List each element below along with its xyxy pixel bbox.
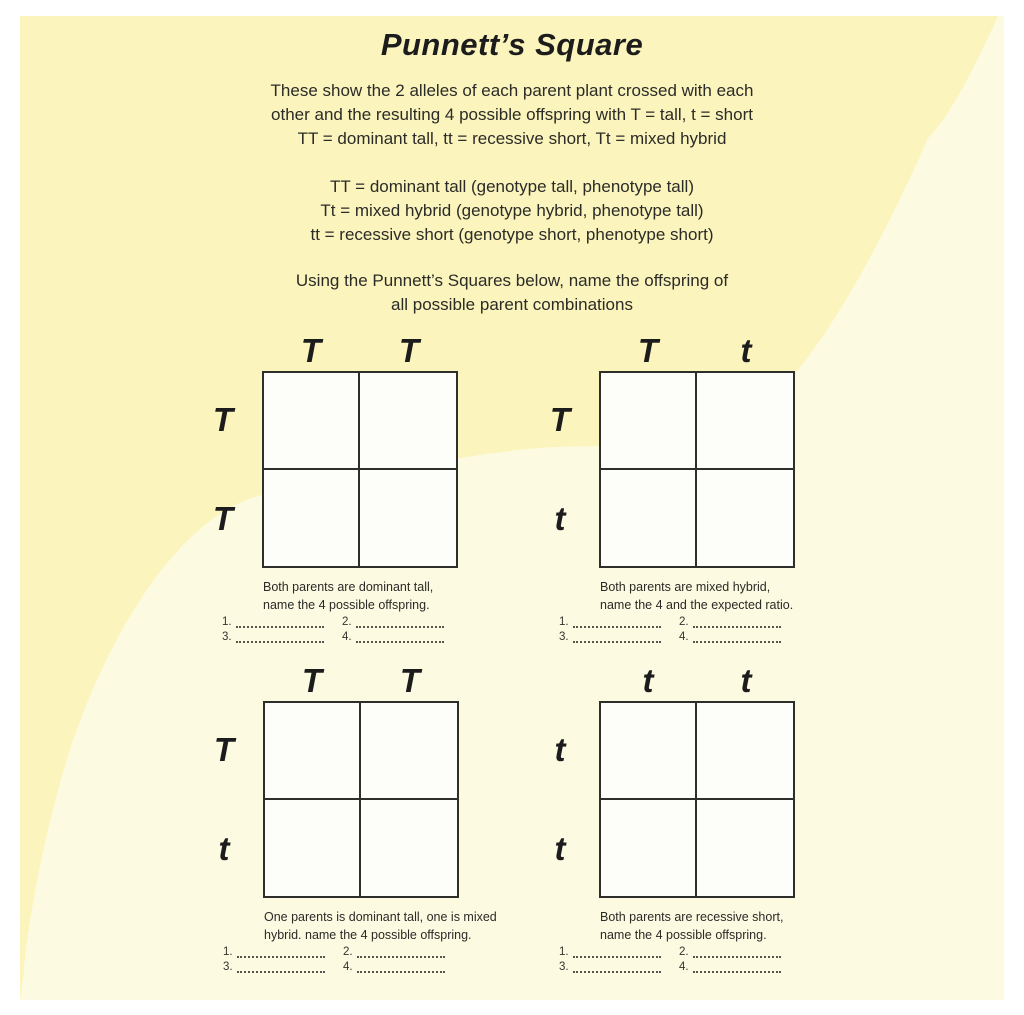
intro-line: TT = dominant tall, tt = recessive short, Tt = mixed hybrid <box>297 129 727 148</box>
answer-blank-number: 1. <box>559 946 569 958</box>
column-allele-labels <box>262 325 458 367</box>
answer-blank-line[interactable] <box>573 634 661 643</box>
answer-blank <box>559 615 679 628</box>
square-caption: Both parents are recessive short, name the 4 possible offspring. <box>600 910 784 942</box>
answer-blank <box>559 945 679 958</box>
square-caption: Both parents are dominant tall, name the 4 possible offspring. <box>263 580 434 612</box>
answer-blank-line[interactable] <box>693 634 781 643</box>
answer-blank <box>222 615 342 628</box>
punnett-cell[interactable] <box>697 373 793 470</box>
answer-blank-number: 2. <box>679 946 689 958</box>
answer-blank-number: 1. <box>559 616 569 628</box>
background-wave-shape <box>20 16 1004 1000</box>
column-allele-label: t <box>740 662 752 699</box>
answer-blank <box>222 630 342 643</box>
answer-blank <box>343 960 463 973</box>
answer-blank-number: 3. <box>559 961 569 973</box>
row-allele-labels <box>201 701 247 898</box>
intro-line: These show the 2 alleles of each parent plant crossed with each <box>270 81 754 100</box>
punnett-cell[interactable] <box>697 800 793 897</box>
column-allele-label: T <box>301 662 323 699</box>
punnett-grid <box>599 701 795 898</box>
answer-blank-line[interactable] <box>356 634 444 643</box>
column-allele-label: T <box>637 332 659 369</box>
answer-blank-number: 1. <box>222 616 232 628</box>
punnett-cell[interactable] <box>697 470 793 567</box>
row-allele-labels <box>537 371 583 568</box>
answer-blank-number: 1. <box>223 946 233 958</box>
answer-blank <box>223 960 343 973</box>
answer-blank-line[interactable] <box>573 619 661 628</box>
answer-blank-line[interactable] <box>357 949 445 958</box>
answer-blank-number: 3. <box>223 961 233 973</box>
row-allele-label: t <box>554 731 566 769</box>
row-allele-label: T <box>213 731 235 769</box>
legend-text <box>0 175 1024 247</box>
punnett-cell[interactable] <box>361 703 457 800</box>
punnett-cell[interactable] <box>265 703 361 800</box>
answer-blank <box>559 630 679 643</box>
instruction-line: Using the Punnett’s Squares below, name the offspring of <box>295 271 729 290</box>
column-allele-label: T <box>398 332 420 369</box>
row-allele-label: t <box>554 499 566 537</box>
answer-blank-number: 2. <box>679 616 689 628</box>
intro-text <box>0 79 1024 151</box>
column-allele-label: T <box>399 662 421 699</box>
row-allele-label: T <box>549 401 571 439</box>
column-allele-labels <box>599 325 795 367</box>
row-allele-labels <box>537 701 583 898</box>
punnett-grid <box>599 371 795 568</box>
answer-blank <box>342 630 462 643</box>
punnett-cell[interactable] <box>265 800 361 897</box>
worksheet-background <box>20 16 1004 1000</box>
answer-blank-line[interactable] <box>236 634 324 643</box>
answer-blank-number: 4. <box>679 631 689 643</box>
answer-blank <box>223 945 343 958</box>
answer-blank-number: 2. <box>342 616 352 628</box>
answer-blank-number: 3. <box>559 631 569 643</box>
answer-blank-line[interactable] <box>237 964 325 973</box>
answer-blank <box>679 630 799 643</box>
instruction-line: all possible parent combinations <box>391 295 633 314</box>
answer-blanks <box>223 945 463 973</box>
answer-blank-line[interactable] <box>693 619 781 628</box>
answer-blank-number: 4. <box>679 961 689 973</box>
row-allele-label: t <box>554 829 566 867</box>
punnett-cell[interactable] <box>601 373 697 470</box>
answer-blank-line[interactable] <box>693 949 781 958</box>
answer-blank <box>342 615 462 628</box>
answer-blank-number: 2. <box>343 946 353 958</box>
column-allele-label: t <box>642 662 654 699</box>
answer-blank-line[interactable] <box>693 964 781 973</box>
answer-blank <box>343 945 463 958</box>
answer-blank-line[interactable] <box>573 949 661 958</box>
answer-blank-line[interactable] <box>356 619 444 628</box>
punnett-cell[interactable] <box>360 373 456 470</box>
column-allele-label: T <box>300 332 322 369</box>
legend-line: TT = dominant tall (genotype tall, phenotype tall) <box>330 177 694 196</box>
punnett-cell[interactable] <box>697 703 793 800</box>
column-allele-labels <box>599 655 795 697</box>
answer-blank-line[interactable] <box>573 964 661 973</box>
punnett-cell[interactable] <box>601 470 697 567</box>
row-allele-label: t <box>218 829 230 867</box>
punnett-cell[interactable] <box>361 800 457 897</box>
punnett-cell[interactable] <box>360 470 456 567</box>
answer-blank <box>679 960 799 973</box>
punnett-grid <box>262 371 458 568</box>
answer-blanks <box>559 615 799 643</box>
answer-blank-line[interactable] <box>357 964 445 973</box>
instruction-text <box>0 269 1024 317</box>
punnett-cell[interactable] <box>601 800 697 897</box>
column-allele-labels <box>263 655 459 697</box>
punnett-cell[interactable] <box>601 703 697 800</box>
punnett-cell[interactable] <box>264 373 360 470</box>
answer-blank <box>679 615 799 628</box>
punnett-cell[interactable] <box>264 470 360 567</box>
legend-line: tt = recessive short (genotype short, phenotype short) <box>310 225 714 244</box>
page-title: Punnett’s Square <box>380 27 644 62</box>
answer-blank <box>679 945 799 958</box>
answer-blanks <box>559 945 799 973</box>
answer-blanks <box>222 615 462 643</box>
answer-blank-line[interactable] <box>237 949 325 958</box>
row-allele-label: T <box>212 401 234 439</box>
legend-line: Tt = mixed hybrid (genotype hybrid, phenotype tall) <box>320 201 704 220</box>
square-caption: Both parents are mixed hybrid, name the 4 and the expected ratio. <box>600 580 794 612</box>
row-allele-labels <box>200 371 246 568</box>
square-caption: One parents is dominant tall, one is mixed hybrid. name the 4 possible offspring. <box>264 910 497 942</box>
answer-blank-line[interactable] <box>236 619 324 628</box>
column-allele-label: t <box>740 332 752 369</box>
answer-blank-number: 4. <box>342 631 352 643</box>
row-allele-label: T <box>212 499 234 537</box>
answer-blank <box>559 960 679 973</box>
answer-blank-number: 4. <box>343 961 353 973</box>
punnett-grid <box>263 701 459 898</box>
intro-line: other and the resulting 4 possible offspring with T = tall, t = short <box>271 105 753 124</box>
answer-blank-number: 3. <box>222 631 232 643</box>
